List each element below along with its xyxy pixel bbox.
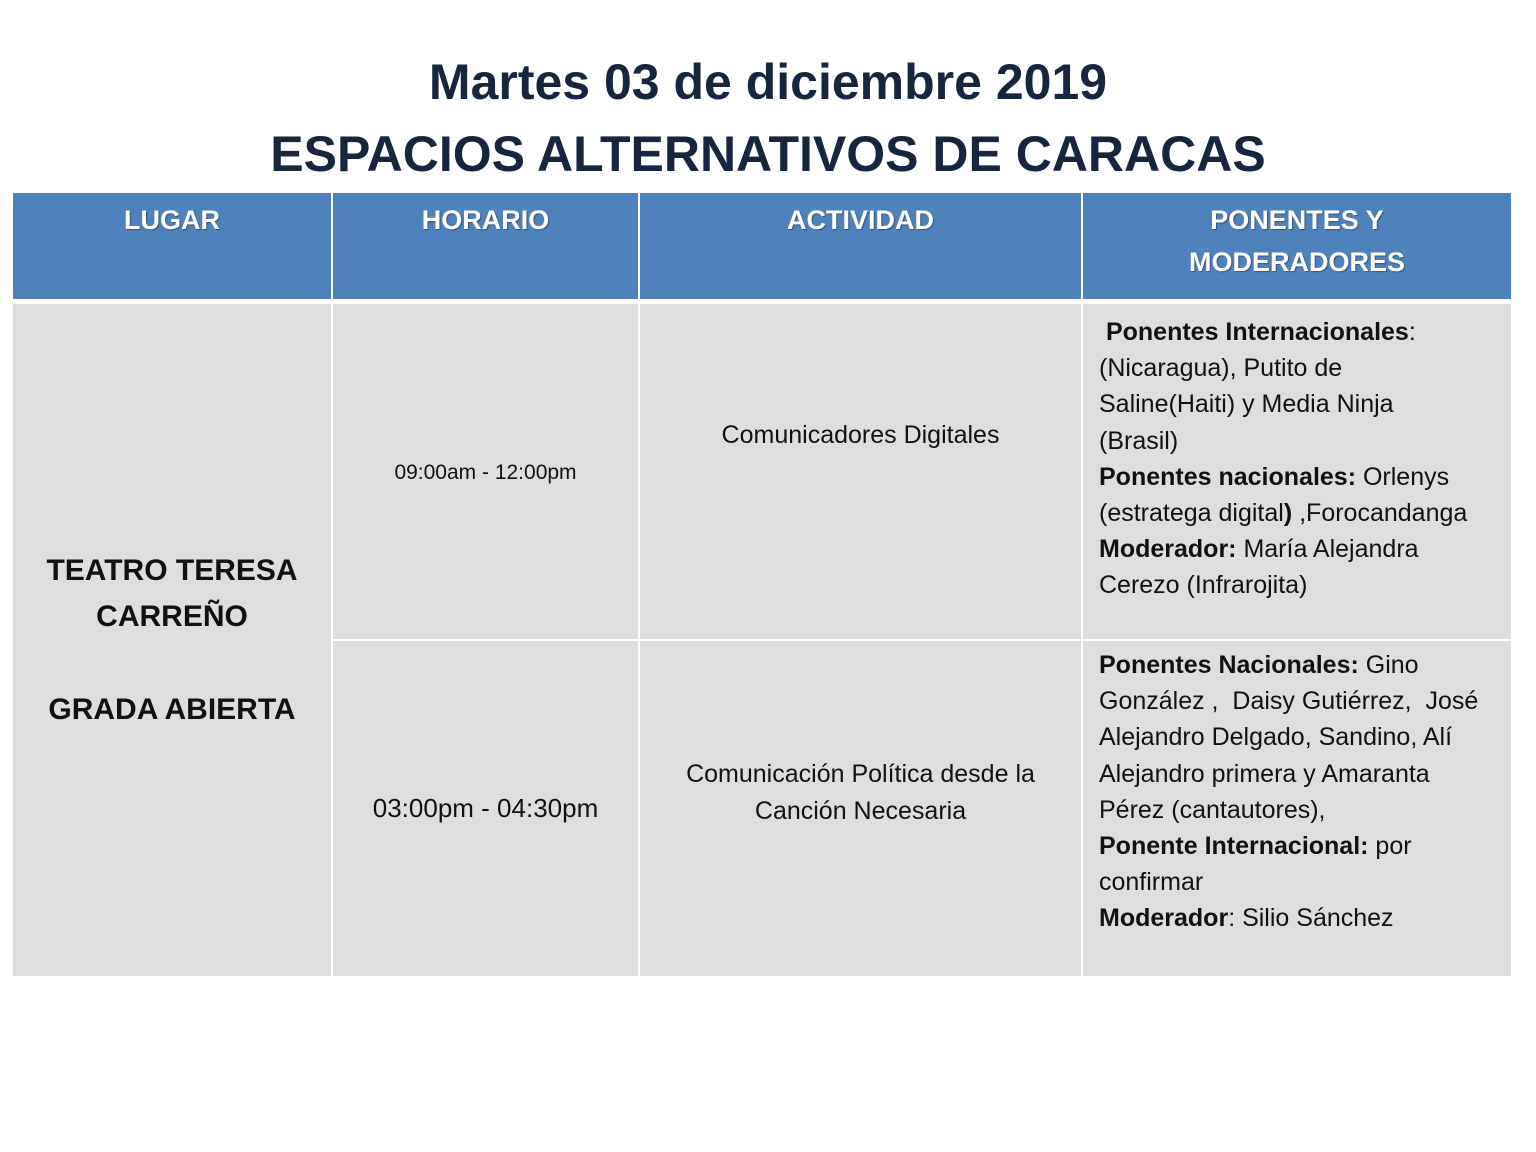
speakers-label-national: Ponentes Nacionales: — [1099, 651, 1359, 679]
moderator-label: Moderador — [1099, 904, 1229, 933]
cell-ponentes-row2 — [1083, 641, 1511, 976]
speakers-line — [1099, 828, 1501, 864]
speakers-line — [1099, 459, 1501, 495]
cell-actividad-row1 — [640, 304, 1081, 639]
speakers-line: Alejandro Delgado, Sandino, Alí — [1099, 723, 1453, 752]
header-label: ACTIVIDAD — [787, 205, 934, 235]
moderator-label: Moderador: — [1099, 535, 1237, 564]
time-range: 03:00pm - 04:30pm — [372, 793, 599, 823]
speakers-line — [1099, 495, 1501, 531]
speakers-line: (Nicaragua), Putito de — [1099, 354, 1343, 383]
speakers-text: Orlenys — [1356, 462, 1450, 491]
speakers-text: por — [1368, 832, 1412, 861]
cell-actividad-row2 — [640, 641, 1081, 976]
column-header-actividad — [640, 193, 1081, 299]
header-label: MODERADORES — [1188, 247, 1405, 277]
column-header-lugar — [13, 193, 331, 299]
speakers-line — [1099, 531, 1501, 567]
speakers-text: (estratega digital — [1099, 499, 1284, 528]
speakers-label-international: Ponente Internacional: — [1099, 832, 1369, 861]
moderator-name: : Silio Sánchez — [1228, 904, 1394, 933]
speakers-line: Alejandro primera y Amaranta — [1099, 759, 1430, 788]
speakers-line: (Brasil) — [1099, 426, 1179, 455]
cell-ponentes-row1 — [1083, 304, 1511, 639]
speakers-text-bold: ) — [1283, 499, 1293, 528]
speakers-text: ,Forocandanga — [1292, 499, 1468, 528]
speakers-line: González , Daisy Gutiérrez, José — [1099, 687, 1479, 716]
venue-name-line1: TEATRO TERESA — [46, 553, 298, 587]
speakers-line: Cerezo (Infrarojita) — [1099, 571, 1308, 600]
speakers-text: Gino — [1358, 651, 1419, 679]
venue-name-line2: CARREÑO — [96, 599, 248, 633]
speakers-label-international: Ponentes Internacionales — [1105, 318, 1409, 346]
column-header-horario — [333, 193, 638, 299]
page-subtitle: ESPACIOS ALTERNATIVOS DE CARACAS — [270, 126, 1266, 182]
activity-title-line2: Canción Necesaria — [754, 797, 967, 825]
time-range: 09:00am - 12:00pm — [394, 460, 577, 484]
header-label: PONENTES Y — [1210, 205, 1384, 235]
speakers-text: : — [1408, 318, 1416, 346]
cell-horario-row1 — [333, 304, 638, 639]
speakers-line: confirmar — [1099, 868, 1204, 897]
speakers-line — [1099, 647, 1501, 683]
speakers-label-national: Ponentes nacionales: — [1099, 462, 1357, 491]
cell-lugar — [13, 304, 331, 976]
speakers-line — [1099, 314, 1501, 350]
activity-title: Comunicadores Digitales — [721, 421, 1000, 449]
speakers-line — [1099, 900, 1501, 936]
page-title-date: Martes 03 de diciembre 2019 — [428, 54, 1108, 110]
moderator-name: María Alejandra — [1236, 535, 1419, 564]
cell-horario-row2 — [333, 641, 638, 976]
speakers-line: Saline(Haiti) y Media Ninja — [1099, 390, 1394, 419]
header-label: LUGAR — [124, 205, 220, 235]
header-label: HORARIO — [421, 205, 550, 235]
activity-title-line1: Comunicación Política desde la — [686, 760, 1035, 788]
speakers-line: Pérez (cantautores), — [1099, 795, 1326, 824]
column-header-ponentes — [1083, 193, 1511, 299]
venue-area: GRADA ABIERTA — [48, 692, 296, 726]
